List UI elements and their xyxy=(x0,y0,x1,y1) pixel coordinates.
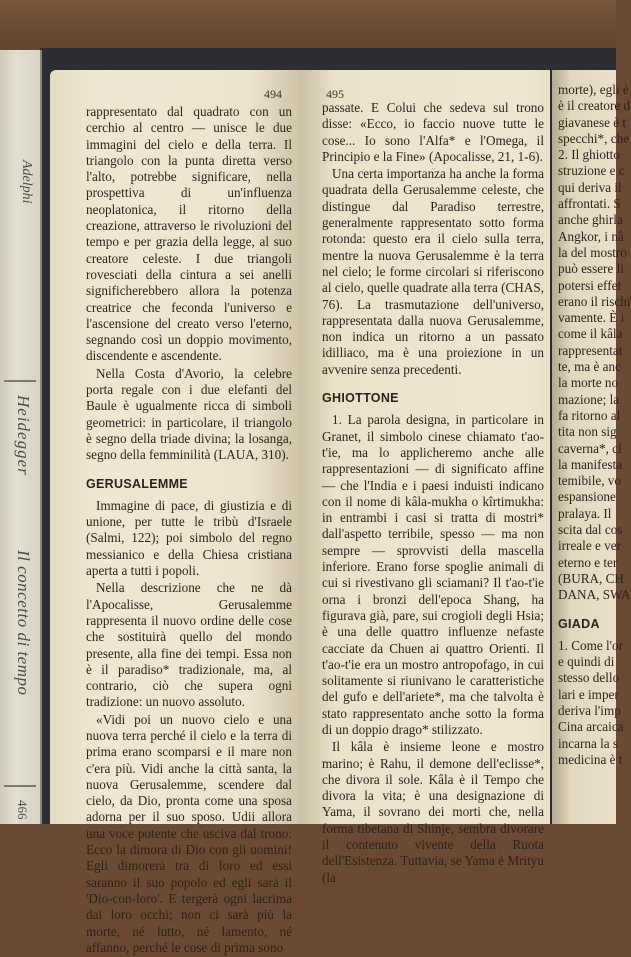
text-line: lari e imper xyxy=(558,686,619,702)
text-line: affrontati. S xyxy=(558,196,621,212)
entry-heading-giada: GIADA xyxy=(558,616,600,631)
next-page-edge xyxy=(552,70,631,824)
text-line: eterno e ter xyxy=(558,554,618,570)
right-page-text xyxy=(300,100,550,887)
text-line: fa ritorno al xyxy=(558,407,621,423)
text-line: DANA, SWA xyxy=(558,587,631,603)
text-line: scita dal cos xyxy=(558,522,623,538)
text-line: mazione; la xyxy=(558,391,620,407)
entry-heading-ghiottone: GHIOTTONE xyxy=(322,391,399,406)
text-line: la morte no xyxy=(558,375,619,391)
right-page xyxy=(300,70,550,885)
entry-heading-gerusalemme: GERUSALEMME xyxy=(86,476,188,491)
text-line: vamente. È i xyxy=(558,310,625,326)
page-number-right: 495 xyxy=(326,87,344,101)
text-line: può essere li xyxy=(558,261,624,277)
text-line: è il creatore d xyxy=(558,98,631,114)
spine-publisher: Adelphi xyxy=(19,160,34,204)
spine-divider xyxy=(4,380,36,382)
text-line: erano il rischi xyxy=(558,293,631,309)
text-line: la manifesta xyxy=(558,456,623,472)
next-page-text xyxy=(552,82,631,768)
text-line: e quindi di xyxy=(558,654,615,670)
paragraph: rappresentato dal quadrato con un cerchio al centro — unisce le due immagini del cielo e della terra. Il triangolo con la punta diretta verso l'alto, potrebbe significare, nella prospettiva di un'influenza neoplatonica, il ritorno della creazione, attraverso le rivoluzioni del tempo e per grazia della legge, al suo creatore celeste. I due triangoli rovesciati della cintura a sei anelli significherebbero allora la potenza creatrice che feconda l'universo e l'ascensione del creato verso l'eterno, segnando così un doppio movimento, discendente e ascendente. xyxy=(86,104,292,364)
text-line: te, ma è anc xyxy=(558,359,621,375)
text-line: anche ghirla xyxy=(558,212,623,228)
text-line: struzione e c xyxy=(558,163,625,179)
page-number-left: 494 xyxy=(264,87,282,101)
text-line: Cina arcaica xyxy=(558,719,624,735)
text-line: qui deriva il xyxy=(558,179,622,195)
spine-title: Il concetto di tempo xyxy=(14,550,33,696)
text-line: tita non sig xyxy=(558,424,617,440)
text-line: specchi*, che xyxy=(558,130,630,146)
text-line: 1. Come l'or xyxy=(558,637,624,653)
text-line: espansione xyxy=(558,489,616,505)
spine-divider xyxy=(4,785,36,787)
text-line: irreale e ver xyxy=(558,538,621,554)
paragraph: Una certa importanza ha anche la forma quadrata della Gerusalemme celeste, che distingue dal Paradiso terrestre, generalmente rappresentato sotto forma rotonda: questo era il cielo sulla terra, mentre la nuova Gerusalemme è la terra nel cielo; le forme circolari si riferiscono al cielo, quelle quadrate alla terra (CHAS, 76). La trasmutazione dell'universo, rappresentata dalla nuova Gerusalemme, non indica un ritorno a un passato idilliaco, ma è una proiezione in un avvenire senza precedenti. xyxy=(322,166,544,377)
paragraph: Il kâla è insieme leone e mostro marino; è Rahu, il demone dell'eclisse*, che divora il sole. Kâla è il Tempo che divora la vita; è una designazione di Yama, il sovrano dei morti che, nella forma tibetana di Shinje, sembra divorare il contenuto vivente della Ruota dell'Esistenza. Tuttavia, se Yama è Mrityu (la xyxy=(322,739,544,885)
text-line: temibile, vo xyxy=(558,473,621,489)
text-line: morte), egli è xyxy=(558,82,629,97)
paragraph: passate. E Colui che sedeva sul trono disse: «Ecco, io faccio nuove tutte le cose... Io sono l'Alfa* e l'Omega, il Principio e la Fine» (Apocalisse, 21, 1-6). xyxy=(322,100,544,164)
text-line: pralaya. Il xyxy=(558,505,612,521)
text-line: giavanese è t xyxy=(558,114,627,130)
text-line: deriva l'imp xyxy=(558,702,621,718)
text-line: caverna*, cl xyxy=(558,440,622,456)
paragraph: Immagine di pace, di giustizia e di unione, per tutte le tribù d'Israele (Salmi, 122); poi simbolo del regno messianico e della Chiesa cristiana aperta a tutti i popoli. xyxy=(86,497,292,579)
text-line: come il kâla xyxy=(558,326,623,342)
book-spine xyxy=(0,50,42,824)
spine-author: Heidegger xyxy=(14,395,33,476)
text-line: rappresentat xyxy=(558,342,623,358)
text-line: 2. Il ghiotto xyxy=(558,147,620,163)
text-line: (BURA, CH xyxy=(558,570,624,586)
left-page-text xyxy=(50,104,300,957)
text-line: potersi effet xyxy=(558,277,622,293)
text-line: la del mostro xyxy=(558,244,627,260)
text-line: incarna la s xyxy=(558,735,619,751)
spine-number: 466 xyxy=(15,800,30,820)
text-line: Angkor, i nâ xyxy=(558,228,624,244)
paragraph: 1. La parola designa, in particolare in Granet, il simbolo cinese chiamato t'ao-t'ie, ma lo applicheremo anche alle rappresentazioni — di significato affine — che l'India e i paesi induisti indicano con il nome di kâla-mukha o kîrtimukha: in entrambi i casi si tratta di mostri* dall'aspetto terribile, spesso — ma non sempre — sprovvisti della mascella inferiore. Erano forse spoglie animali di cui si rivestivano gli sciamani? Il t'ao-t'ie orna i bronzi dell'epoca Shang, ha figurava già, pare, sui crogioli degli Hsia; è una delle quattro influenze nefaste cacciate da Chuen ai quattro Orienti. Il t'ao-t'ie era un mostro antropofago, in cui solitamente si riunivano le caratteristiche del gufo e dell'ariete*, ma che talvolta è stato rappresentato anche sotto la forma di un doppio drago* stilizzato. xyxy=(322,412,544,737)
paragraph: Nella Costa d'Avorio, la celebre porta regale con i due elefanti del Baule è ugualmente ricca di simboli geometrici: in particolare, il triangolo è segno della triade divina; la losanga, segno della femminilità (LAUA, 310). xyxy=(86,365,292,463)
left-page xyxy=(50,70,300,955)
text-line: medicina è t xyxy=(558,751,623,767)
paragraph: Nella descrizione che ne dà l'Apocalisse, Gerusalemme rappresenta il nuovo ordine delle cose che sostituirà quello del mondo presente, alla fine dei tempi. Essa non è il paradiso* tradizionale, ma, al contrario, ciò che supera ogni tradizione: un nuovo assoluto. xyxy=(86,580,292,710)
paragraph: «Vidi poi un nuovo cielo e una nuova terra perché il cielo e la terra di prima erano scomparsi e il mare non c'era più. Vidi anche la città santa, la nuova Gerusalemme, scendere dal cielo, da Dio, pronta come una sposa adorna per il suo sposo. Udii allora una voce potente che usciva dal trono: Ecco la dimora di Dio con gli uomini! Egli dimorerà tra di loro ed essi saranno il suo popolo ed egli sarà il 'Dio-con-loro'. E tergerà ogni lacrima dai loro occhi; non ci sarà più la morte, né lutto, né lamento, né affanno, perché le cose di prima sono xyxy=(86,711,292,955)
text-line: stesso dello xyxy=(558,670,620,686)
